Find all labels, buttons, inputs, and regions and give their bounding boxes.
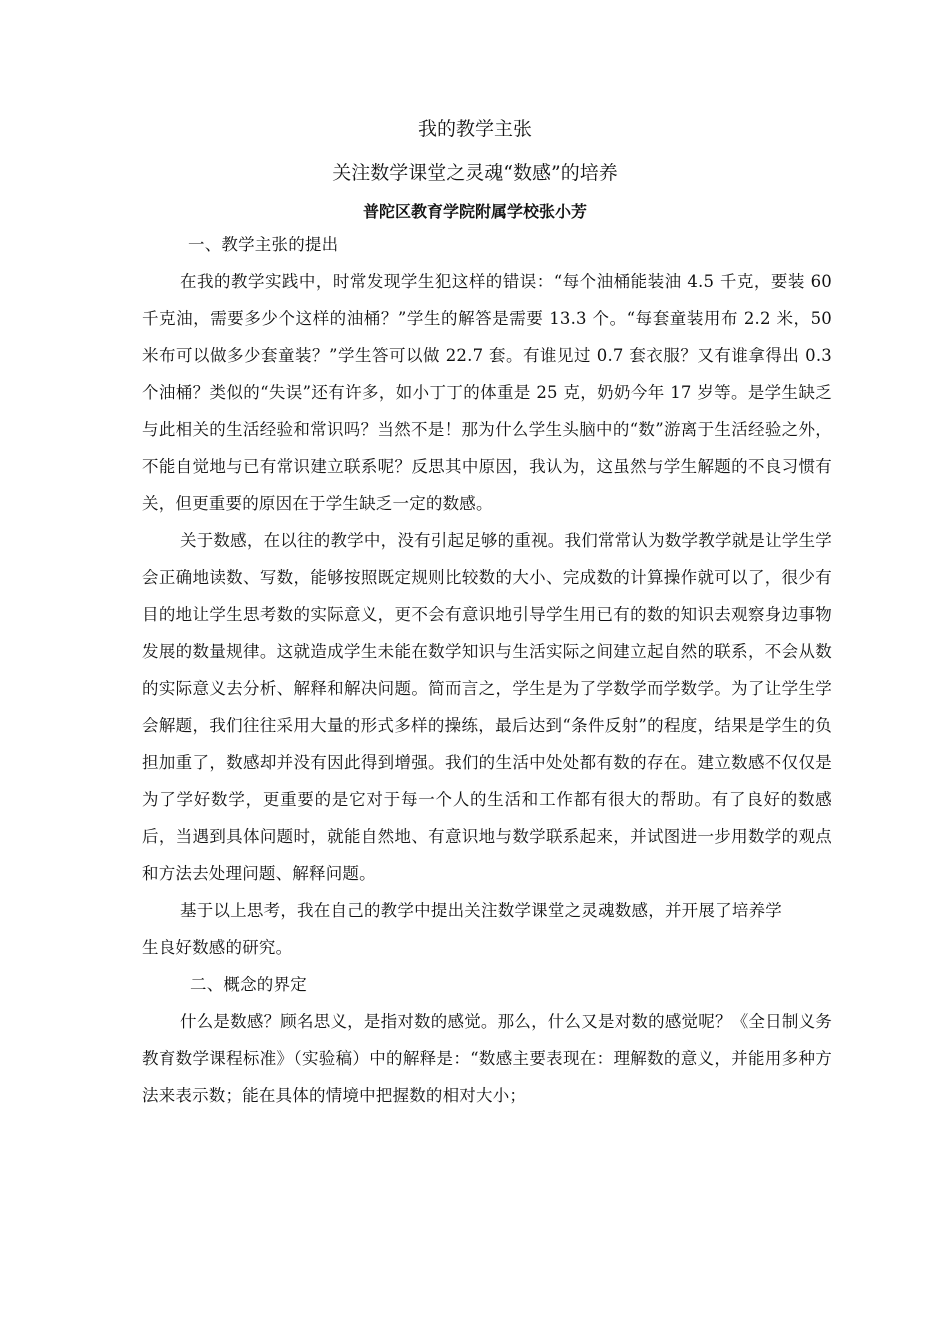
paragraph-1: 在我的教学实践中，时常发现学生犯这样的错误：“每个油桶能装油 4.5 千克，要装 60 千克油，需要多少个这样的油桶？”学生的解答是需要 13.3 个。“每套童装用布 2.2 米，50 米布可以做多少套童装？”学生答可以做 22.7 套。有谁见过 0.7 套衣服？又有谁拿得出 0.3 个油桶？类似的“失误”还有许多，如小丁丁的体重是 25 克，奶奶今年 17 岁等。是学生缺乏与此相关的生活经验和常识吗？当然不是！那为什么学生头脑中的“数”游离于生活经验之外，不能自觉地与已有常识建立联系呢？反思其中原因，我认为，这虽然与学生解题的不良习惯有关，但更重要的原因在于学生缺乏一定的数感。 [142, 272, 832, 513]
document-subtitle: 关注数学课堂之灵魂“数感”的培养 [332, 162, 618, 184]
paragraph-2: 关于数感，在以往的教学中，没有引起足够的重视。我们常常认为数学教学就是让学生学会正确地读数、写数，能够按照既定规则比较数的大小、完成数的计算操作就可以了，很少有目的地让学生思考数的实际意义，更不会有意识地引导学生用已有的数的知识去观察身边事物发展的数量规律。这就造成学生未能在数学知识与生活实际之间建立起自然的联系，不会从数的实际意义去分析、解释和解决问题。简而言之，学生是为了学数学而学数学。为了让学生学会解题，我们往往采用大量的形式多样的操练，最后达到“条件反射”的程度，结果是学生的负担加重了，数感却并没有因此得到增强。我们的生活中处处都有数的存在。建立数感不仅仅是为了学好数学，更重要的是它对于每一个人的生活和工作都有很大的帮助。有了良好的数感后，当遇到具体问题时，就能自然地、有意识地与数学联系起来，并试图进一步用数学的观点和方法去处理问题、解释问题。 [142, 531, 832, 883]
section-heading-2: 二、概念的界定 [190, 975, 307, 994]
section-heading-1: 一、教学主张的提出 [188, 235, 339, 254]
document-title: 我的教学主张 [417, 118, 532, 140]
paragraph-4: 什么是数感？顾名思义，是指对数的感觉。那么，什么又是对数的感觉呢？《全日制义务教育数学课程标准》（实验稿）中的解释是：“数感主要表现在：理解数的意义，并能用多种方法来表示数；能在具体的情境中把握数的相对大小； [142, 1012, 832, 1105]
paragraph-3: 基于以上思考，我在自己的教学中提出关注数学课堂之灵魂数感，并开展了培养学生良好数感的研究。 [142, 901, 782, 957]
author-line: 普陀区教育学院附属学校张小芳 [362, 202, 587, 221]
document-body [142, 226, 832, 1114]
